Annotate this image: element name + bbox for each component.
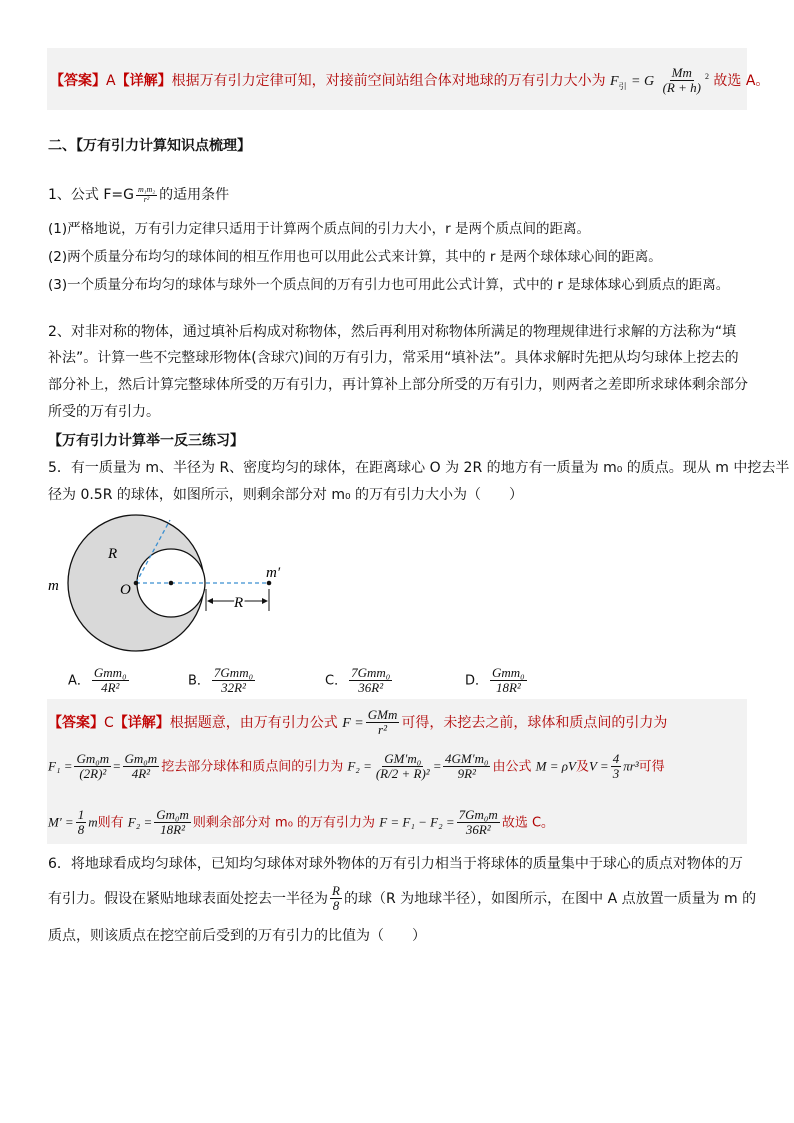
- item-1-fraction: $\frac{\text{m₁m₂}}{\text{r²}}$: [138, 184, 156, 204]
- formula-lhs: $F_引$: [610, 73, 627, 91]
- label-R-radius: R: [108, 546, 118, 562]
- formula-eq: = G: [631, 73, 655, 89]
- option-D-fraction: $\frac{\text{Gmm₀}}{\text{18R²}}$: [492, 665, 525, 696]
- question-5-line-2: 径为 0.5R 的球体，如图所示，则剩余部分对 m₀ 的万有引力大小为（ ）: [48, 487, 524, 503]
- formula-fraction: $\frac{Mm}{(R + h)}$: [662, 65, 701, 96]
- section-2-title: 二、【万有引力计算知识点梳理】: [48, 138, 251, 154]
- answer-1-text: 根据万有引力定律可知，对接前空间站组合体对地球的万有引力大小为: [171, 72, 606, 89]
- answer-5-line-1: 【答案】C【详解】根据题意，由万有引力公式 F = $\frac{\text{GMm}}{\text{r²}}$ 可得，未挖去之前，球体和质点间的引力为: [48, 707, 668, 738]
- answer-1-tail: 故选 A。: [713, 72, 770, 89]
- option-B[interactable]: B． $\frac{\text{7Gmm₀}}{\text{32R²}}$: [188, 665, 254, 696]
- section-2-p1: (1)严格地说，万有引力定律只适用于计算两个质点间的引力大小，r 是两个质点间的距离。: [48, 221, 590, 237]
- label-m-prime: m′: [266, 565, 281, 581]
- gravitation-fraction: $\frac{\text{GMm}}{\text{r²}}$: [367, 707, 398, 738]
- mass-fraction: $\frac{1}{8}$: [77, 807, 85, 838]
- volume-fraction: $\frac{4}{3}$: [612, 751, 620, 782]
- section-2-item-2-line-2: 补法”。计算一些不完整球形物体(含球穴)间的万有引力，常采用“填补法”。具体求解时先把从均匀球体上挖去的: [48, 350, 739, 366]
- m-prime-dot: [267, 581, 272, 586]
- label-O: O: [120, 582, 131, 598]
- final-fraction: $\frac{\text{7Gm₀m}}{\text{36R²}}$: [458, 807, 498, 838]
- section-2-item-2-line-4: 所受的万有引力。: [48, 404, 160, 420]
- option-A-fraction: $\frac{\text{Gmm₀}}{\text{4R²}}$: [93, 665, 127, 696]
- option-D[interactable]: D． $\frac{\text{Gmm₀}}{\text{18R²}}$: [465, 665, 525, 696]
- answer-tag: 【答案】: [50, 72, 106, 89]
- question-6-line-2: 有引力。假设在紧贴地球表面处挖去一半径为 $\frac{R}{8}$ 的球（R 为地球半径），如图所示，在图中 A 点放置一质量为 m 的: [48, 883, 757, 914]
- option-C[interactable]: C． $\frac{\text{7Gmm₀}}{\text{36R²}}$: [325, 665, 391, 696]
- detail-tag: 【详解】: [115, 72, 172, 89]
- section-2-p2: (2)两个质量分布均匀的球体间的相互作用也可以用此公式来计算，其中的 r 是两个球体球心间的距离。: [48, 249, 662, 265]
- answer-1-line: 【答案】A【详解】根据万有引力定律可知，对接前空间站组合体对地球的万有引力大小为 $F_引 = G$ $\frac{Mm}{(R + h)}$ $^2$ 故选 A。: [50, 65, 770, 96]
- question-5-line-1: 5．有一质量为 m、半径为 R、密度均匀的球体，在距离球心 O 为 2R 的地方有一质量为 m₀ 的质点。现从 m 中挖去半: [48, 460, 790, 476]
- option-A[interactable]: A． $\frac{\text{Gmm₀}}{\text{4R²}}$: [68, 665, 127, 696]
- section-2-item-1: 1、公式 F=G $\frac{\text{m₁m₂}}{\text{r²}}$ 的适用条件: [48, 184, 230, 204]
- section-2-p3: (3)一个质量分布均匀的球体与球外一个质点间的万有引力也可用此公式计算，式中的 r 是球体球心到质点的距离。: [48, 277, 730, 293]
- f2-result-fraction: $\frac{\text{Gm₀m}}{\text{18R²}}$: [156, 807, 189, 838]
- center-O-dot: [134, 581, 139, 586]
- sphere-figure: [40, 512, 300, 667]
- section-2-item-2-line-3: 部分补上，然后计算完整球体所受的万有引力，再计算补上部分所受的万有引力，则两者之差即所求球体剩余部分: [48, 377, 748, 393]
- cavity-center-dot: [169, 581, 174, 586]
- q6-fraction: $\frac{R}{8}$: [332, 883, 340, 914]
- question-6-line-3: 质点，则该质点在挖空前后受到的万有引力的比值为（ ）: [48, 928, 426, 944]
- label-m: m: [48, 578, 59, 594]
- practice-title: 【万有引力计算举一反三练习】: [48, 433, 244, 449]
- arrowhead-left: [207, 598, 213, 604]
- question-6-line-1: 6．将地球看成均匀球体，已知均匀球体对球外物体的万有引力相当于将球体的质量集中于球心的质点对物体的万: [48, 856, 743, 872]
- option-B-fraction: $\frac{\text{7Gmm₀}}{\text{32R²}}$: [213, 665, 254, 696]
- answer-5-line-3: M′ = $\frac{1}{8}$ m则有 F₂ = $\frac{\text{Gm₀m}}{\text{18R²}}$ 则剩余部分对 m₀ 的万有引力为 F = F₁ − F₂ = $\frac{\text{7Gm₀m}}{\text{36R²}}$ 故选 C。: [48, 807, 555, 838]
- section-2-item-2-line-1: 2、对非对称的物体，通过填补后构成对称物体，然后再利用对称物体所满足的物理规律进行求解的方法称为“填: [48, 324, 737, 340]
- arrowhead-right: [262, 598, 268, 604]
- answer-choice: A: [106, 72, 116, 89]
- option-C-fraction: $\frac{\text{7Gmm₀}}{\text{36R²}}$: [351, 665, 391, 696]
- f2-fraction-2: $\frac{\text{4GM′m₀}}{\text{9R²}}$: [445, 751, 489, 782]
- f1-fraction-1: $\frac{\text{Gm₀m}}{\text{(2R)²}}$: [76, 751, 110, 782]
- f2-fraction-1: $\frac{\text{GM′m₀}}{\text{(R/2 + R)²}}$: [375, 751, 430, 782]
- f1-fraction-2: $\frac{\text{Gm₀m}}{\text{4R²}}$: [124, 751, 158, 782]
- answer-5-line-2: F₁ = $\frac{\text{Gm₀m}}{\text{(2R)²}}$ = $\frac{\text{Gm₀m}}{\text{4R²}}$ 挖去部分球体和质点间的引力为 F₂ = $\frac{\text{GM′m₀}}{\text{(R/2 + R)²}}$ = $\frac{\text{4GM′m₀}}{\text{9R²}}$ 由公式 M = ρV及V = $\frac{4}{3}$ πr³可得: [48, 751, 665, 782]
- label-R-distance: R: [234, 595, 244, 611]
